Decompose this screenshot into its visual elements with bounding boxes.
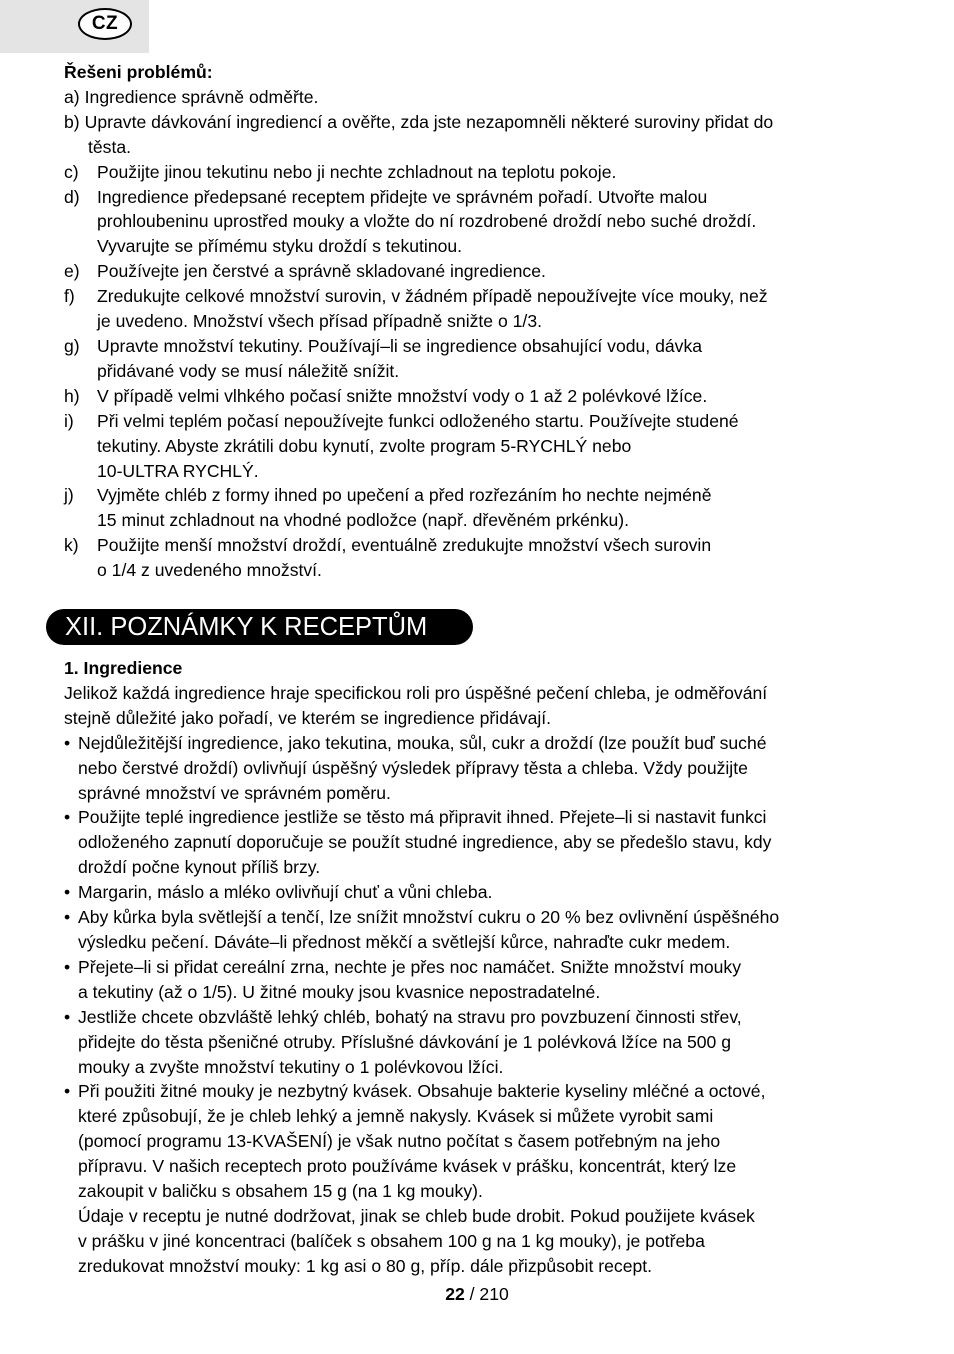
bullet-text: zredukovat množství mouky: 1 kg asi o 80 g, příp. dále přizpůsobit recept. <box>78 1255 653 1276</box>
list-item-text: Upravte dávkování ingrediencí a ověřte, zda jste nezapomněli některé suroviny přidat do <box>84 111 774 132</box>
list-item <box>64 284 904 334</box>
bullet-item <box>64 731 904 806</box>
bullet-text: Použijte teplé ingredience jestliže se těsto má připravit ihned. Přejete–li si nastavit funkci <box>78 807 767 828</box>
bullet-marker: • <box>64 1081 71 1102</box>
list-item <box>64 185 904 260</box>
bullet-marker: • <box>64 732 71 753</box>
list-item-text: Upravte množství tekutiny. Používají–li se ingredience obsahující vodu, dávka <box>97 335 703 356</box>
intro-text: Jelikož každá ingredience hraje specifickou roli pro úspěšné pečení chleba, je odměřování <box>64 682 768 703</box>
list-item <box>64 259 904 284</box>
list-item-text: Ingredience předepsané receptem přidejte ve správném pořadí. Utvořte malou <box>97 186 708 207</box>
list-marker: a) <box>64 86 80 107</box>
list-item <box>64 483 904 533</box>
list-item-text: 10-ULTRA RYCHLÝ. <box>97 460 259 481</box>
bullet-text: správné množství ve správném poměru. <box>78 782 391 803</box>
list-item <box>64 110 904 160</box>
intro-text: stejně důležité jako pořadí, ve kterém se ingredience přidávají. <box>64 707 552 728</box>
bullet-marker: • <box>64 807 71 828</box>
bullet-text: droždí počne kynout příliš brzy. <box>78 857 321 878</box>
list-marker: k) <box>64 535 79 556</box>
bullet-text: a tekutiny (až o 1/5). U žitné mouky jsou kvasnice nepostradatelné. <box>78 981 601 1002</box>
list-item-text: prohloubeninu uprostřed mouky a vložte do ní rozdrobené droždí nebo suché droždí. <box>97 211 757 232</box>
list-item-text: o 1/4 z uvedeného množství. <box>97 560 322 581</box>
bullet-text: v prášku v jiné koncentraci (balíček s obsahem 100 g na 1 kg mouky), je potřeba <box>78 1230 705 1251</box>
list-item-text: 15 minut zchladnout na vhodné podložce (např. dřevěném prkénku). <box>97 510 630 531</box>
list-marker: e) <box>64 261 80 282</box>
list-item-text: Použijte menší množství droždí, eventuálně zredukujte množství všech surovin <box>97 535 712 556</box>
list-item-text: Používejte jen čerstvé a správně skladované ingredience. <box>97 261 546 282</box>
bullet-item <box>64 1079 904 1278</box>
bullet-text: Přejete–li si přidat cereální zrna, nechte je přes noc namáčet. Snižte množství mouky <box>78 956 742 977</box>
bullet-text: Při použiti žitné mouky je nezbytný kvásek. Obsahuje bakterie kyseliny mléčné a octové, <box>78 1081 766 1102</box>
list-item-text: přidávané vody se musí náležitě snížit. <box>97 360 400 381</box>
bullet-marker: • <box>64 907 71 928</box>
list-marker: h) <box>64 385 80 406</box>
current-page: 22 <box>445 1284 465 1304</box>
list-item-text: těsta. <box>88 136 132 157</box>
list-item-text: Ingredience správně odměřte. <box>84 86 319 107</box>
bullet-item <box>64 955 904 1005</box>
total-pages: / 210 <box>469 1284 509 1304</box>
troubleshooting-section <box>64 60 904 583</box>
bullet-item <box>64 905 904 955</box>
list-marker: c) <box>64 161 79 182</box>
list-item-text: Při velmi teplém počasí nepoužívejte funkci odloženého startu. Používejte studené <box>97 410 739 431</box>
bullet-item <box>64 805 904 880</box>
page-number <box>0 1284 954 1305</box>
list-item <box>64 533 904 583</box>
list-item-text: tekutiny. Abyste zkrátili dobu kynutí, zvolte program 5-RYCHLÝ nebo <box>97 435 632 456</box>
list-item <box>64 384 904 409</box>
list-item-text: V případě velmi vlhkého počasí snižte množství vody o 1 až 2 polévkové lžíce. <box>97 385 708 406</box>
bullet-text: přípravu. V našich receptech proto používáme kvásek v prášku, koncentrát, který lze <box>78 1156 737 1177</box>
bullet-text: zakoupit v baličku s obsahem 15 g (na 1 kg mouky). <box>78 1181 483 1202</box>
list-item <box>64 85 904 110</box>
bullet-text: mouky a zvyšte množství tekutiny o 1 polévkovou lžíci. <box>78 1056 504 1077</box>
bullet-text: odloženého zapnutí doporučuje se použít studné ingredience, aby se předešlo stavu, kdy <box>78 832 772 853</box>
list-marker: d) <box>64 186 80 207</box>
list-marker: b) <box>64 111 80 132</box>
section-title: XII. POZNÁMKY K RECEPTŮM <box>46 609 473 645</box>
language-tab <box>0 0 149 53</box>
bullet-text: nebo čerstvé droždí) ovlivňují úspěšný výsledek přípravy těsta a chleba. Vždy použijte <box>78 757 748 778</box>
list-item <box>64 160 904 185</box>
bullet-text: přidejte do těsta pšeničné otruby. Příslušné dávkování je 1 polévková lžíce na 500 g <box>78 1031 731 1052</box>
list-marker: j) <box>64 485 74 506</box>
bullet-text: Aby kůrka byla světlejší a tenčí, lze snížit množství cukru o 20 % bez ovlivnění úspěšného <box>78 907 780 928</box>
list-item-text: Vyjměte chléb z formy ihned po upečení a před rozřezáním ho nechte nejméně <box>97 485 712 506</box>
bullet-marker: • <box>64 1006 71 1027</box>
list-item-text: je uvedeno. Množství všech přísad případně snižte o 1/3. <box>97 311 542 332</box>
bullet-text: Margarin, máslo a mléko ovlivňují chuť a vůni chleba. <box>78 882 493 903</box>
list-item-text: Zredukujte celkové množství surovin, v žádném případě nepoužívejte více mouky, než <box>97 286 768 307</box>
language-badge: CZ <box>78 8 132 40</box>
bullet-text: Nejdůležitější ingredience, jako tekutina, mouka, sůl, cukr a droždí (lze použít buď suché <box>78 732 767 753</box>
list-item-text: Použijte jinou tekutinu nebo ji nechte zchladnout na teplotu pokoje. <box>97 161 617 182</box>
bullet-text: výsledku pečení. Dáváte–li přednost měkčí a světlejší kůrce, nahraďte cukr medem. <box>78 931 731 952</box>
bullet-text: (pomocí programu 13-KVAŠENÍ) je však nutno počítat s časem potřebným na jeho <box>78 1131 721 1152</box>
list-marker: g) <box>64 335 80 356</box>
list-item-text: Vyvarujte se přímému styku droždí s tekutinou. <box>97 236 463 257</box>
bullet-marker: • <box>64 882 71 903</box>
ingredients-section <box>64 656 904 1279</box>
list-item <box>64 409 904 484</box>
bullet-text: Jestliže chcete obzvláště lehký chléb, bohatý na stravu pro povzbuzení činnosti střev, <box>78 1006 742 1027</box>
list-marker: i) <box>64 410 74 431</box>
bullet-text: které způsobují, že je chleb lehký a jemně nakysly. Kvásek si můžete vyrobit sami <box>78 1106 714 1127</box>
bullet-marker: • <box>64 956 71 977</box>
bullet-text: Údaje v receptu je nutné dodržovat, jinak se chleb bude drobit. Pokud použijete kvásek <box>78 1205 755 1226</box>
list-item <box>64 334 904 384</box>
list-marker: f) <box>64 286 75 307</box>
bullet-item <box>64 1005 904 1080</box>
troubleshooting-heading: Řešeni problémů: <box>64 62 213 82</box>
ingredients-heading: 1. Ingredience <box>64 658 183 678</box>
bullet-item <box>64 880 904 905</box>
